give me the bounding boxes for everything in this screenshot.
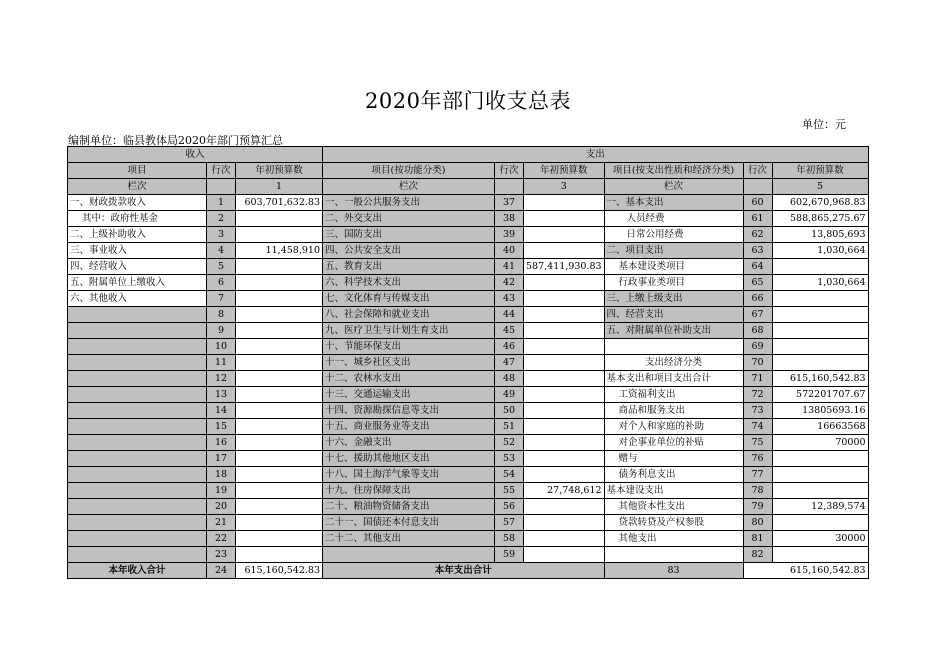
econ-item: 基本建设类项目 [604, 259, 743, 275]
budget-table [67, 146, 869, 579]
econ-line: 63 [743, 243, 772, 259]
income-value [236, 467, 323, 483]
income-item: 其中：政府性基金 [68, 211, 207, 227]
econ-budget-header: 年初预算数 [772, 163, 868, 179]
func-value: 587,411,930.83 [524, 259, 605, 275]
func-line: 55 [495, 483, 524, 499]
income-value: 603,701,632.83 [236, 195, 323, 211]
func-item: 一、一般公共服务支出 [323, 195, 495, 211]
econ-column-blank [743, 179, 772, 195]
income-value [236, 259, 323, 275]
income-value [236, 387, 323, 403]
income-value [236, 483, 323, 499]
func-item: 七、文化体育与传媒支出 [323, 291, 495, 307]
income-line: 4 [207, 243, 236, 259]
func-item: 三、国防支出 [323, 227, 495, 243]
econ-value: 16663568 [772, 419, 868, 435]
econ-item: 基本建设支出 [604, 483, 743, 499]
func-item: 十九、住房保障支出 [323, 483, 495, 499]
econ-value: 615,160,542.83 [772, 371, 868, 387]
func-line: 56 [495, 499, 524, 515]
econ-value [772, 339, 868, 355]
table-row [68, 323, 869, 339]
expense-header: 支出 [323, 147, 869, 163]
econ-value: 30000 [772, 531, 868, 547]
income-item [68, 323, 207, 339]
income-line: 23 [207, 547, 236, 563]
income-line: 21 [207, 515, 236, 531]
econ-item: 其他支出 [604, 531, 743, 547]
report-title: 2020年部门收支总表 [365, 89, 571, 113]
func-item: 二、外交支出 [323, 211, 495, 227]
func-line: 52 [495, 435, 524, 451]
econ-line: 67 [743, 307, 772, 323]
econ-line: 80 [743, 515, 772, 531]
income-item: 六、其他收入 [68, 291, 207, 307]
func-line: 38 [495, 211, 524, 227]
econ-value [772, 483, 868, 499]
income-line: 1 [207, 195, 236, 211]
income-value [236, 227, 323, 243]
func-value [524, 515, 605, 531]
func-value [524, 403, 605, 419]
func-line: 39 [495, 227, 524, 243]
econ-value [772, 451, 868, 467]
econ-line: 81 [743, 531, 772, 547]
income-column-number: 1 [236, 179, 323, 195]
table-row [68, 403, 869, 419]
table-row [68, 467, 869, 483]
income-column-blank [207, 179, 236, 195]
func-value [524, 323, 605, 339]
econ-item: 一、基本支出 [604, 195, 743, 211]
income-item: 一、财政拨款收入 [68, 195, 207, 211]
income-line: 3 [207, 227, 236, 243]
total-row [68, 563, 869, 579]
econ-item: 商品和服务支出 [604, 403, 743, 419]
income-value [236, 307, 323, 323]
econ-value [772, 467, 868, 483]
table-row [68, 371, 869, 387]
econ-line: 77 [743, 467, 772, 483]
income-total-value: 615,160,542.83 [236, 563, 323, 579]
income-line: 9 [207, 323, 236, 339]
income-column-label: 栏次 [68, 179, 207, 195]
func-line: 46 [495, 339, 524, 355]
econ-line: 70 [743, 355, 772, 371]
income-item [68, 371, 207, 387]
func-item: 十七、援助其他地区支出 [323, 451, 495, 467]
func-value [524, 387, 605, 403]
func-value [524, 355, 605, 371]
income-value [236, 499, 323, 515]
income-item [68, 403, 207, 419]
func-line: 57 [495, 515, 524, 531]
func-line: 58 [495, 531, 524, 547]
econ-line: 65 [743, 275, 772, 291]
econ-line-header: 行次 [743, 163, 772, 179]
income-item [68, 387, 207, 403]
func-line: 45 [495, 323, 524, 339]
func-value [524, 451, 605, 467]
econ-line: 61 [743, 211, 772, 227]
income-value [236, 339, 323, 355]
header-row-2 [68, 163, 869, 179]
func-value [524, 371, 605, 387]
income-value [236, 531, 323, 547]
func-line: 37 [495, 195, 524, 211]
func-item: 十、节能环保支出 [323, 339, 495, 355]
func-line: 53 [495, 451, 524, 467]
income-item [68, 355, 207, 371]
econ-line: 76 [743, 451, 772, 467]
econ-item: 人员经费 [604, 211, 743, 227]
econ-value [772, 307, 868, 323]
func-item: 十六、金融支出 [323, 435, 495, 451]
econ-column-label: 栏次 [604, 179, 743, 195]
func-item: 九、医疗卫生与计划生育支出 [323, 323, 495, 339]
expense-total-line: 83 [604, 563, 743, 579]
income-line: 18 [207, 467, 236, 483]
econ-line: 66 [743, 291, 772, 307]
income-line: 7 [207, 291, 236, 307]
func-value [524, 435, 605, 451]
income-item [68, 307, 207, 323]
econ-item: 五、对附属单位补助支出 [604, 323, 743, 339]
econ-value: 13805693.16 [772, 403, 868, 419]
econ-line: 68 [743, 323, 772, 339]
econ-value: 602,670,968.83 [772, 195, 868, 211]
func-item: 十三、交通运输支出 [323, 387, 495, 403]
func-item: 二十、粮油物资储备支出 [323, 499, 495, 515]
income-line: 10 [207, 339, 236, 355]
func-value [524, 195, 605, 211]
econ-item: 贷款转贷及产权参股 [604, 515, 743, 531]
table-row [68, 451, 869, 467]
econ-item [604, 547, 743, 563]
func-value [524, 419, 605, 435]
income-value [236, 371, 323, 387]
func-item: 十八、国土海洋气象等支出 [323, 467, 495, 483]
table-row [68, 435, 869, 451]
header-row-1 [68, 147, 869, 163]
econ-line: 72 [743, 387, 772, 403]
table-row [68, 227, 869, 243]
income-item: 四、经营收入 [68, 259, 207, 275]
income-item [68, 435, 207, 451]
func-line: 41 [495, 259, 524, 275]
func-line: 59 [495, 547, 524, 563]
func-item: 八、社会保障和就业支出 [323, 307, 495, 323]
income-line: 8 [207, 307, 236, 323]
econ-item: 行政事业类项目 [604, 275, 743, 291]
func-value [524, 467, 605, 483]
func-line: 40 [495, 243, 524, 259]
econ-item: 工资福利支出 [604, 387, 743, 403]
econ-item-header: 项目(按支出性质和经济分类) [604, 163, 743, 179]
income-line: 5 [207, 259, 236, 275]
econ-value: 1,030,664 [772, 243, 868, 259]
income-line: 19 [207, 483, 236, 499]
econ-line: 79 [743, 499, 772, 515]
income-line: 13 [207, 387, 236, 403]
income-value [236, 403, 323, 419]
income-value: 11,458,910 [236, 243, 323, 259]
func-value [524, 531, 605, 547]
func-line: 54 [495, 467, 524, 483]
func-value: 27,748,612 [524, 483, 605, 499]
income-value [236, 355, 323, 371]
table-row [68, 515, 869, 531]
func-item: 六、科学技术支出 [323, 275, 495, 291]
income-value [236, 419, 323, 435]
income-value [236, 211, 323, 227]
income-budget-header: 年初预算数 [236, 163, 323, 179]
table-row [68, 547, 869, 563]
func-item: 五、教育支出 [323, 259, 495, 275]
income-item [68, 499, 207, 515]
income-item [68, 515, 207, 531]
econ-value: 588,865,275.67 [772, 211, 868, 227]
econ-line: 73 [743, 403, 772, 419]
func-line-header: 行次 [495, 163, 524, 179]
econ-item: 二、项目支出 [604, 243, 743, 259]
table-row [68, 291, 869, 307]
income-line: 14 [207, 403, 236, 419]
econ-item: 对个人和家庭的补助 [604, 419, 743, 435]
func-line: 42 [495, 275, 524, 291]
func-budget-header: 年初预算数 [524, 163, 605, 179]
unit-label: 单位：元 [802, 118, 846, 131]
income-line: 20 [207, 499, 236, 515]
income-total-line: 24 [207, 563, 236, 579]
func-item: 十一、城乡社区支出 [323, 355, 495, 371]
income-item: 三、事业收入 [68, 243, 207, 259]
func-item: 二十一、国债还本付息支出 [323, 515, 495, 531]
econ-item [604, 339, 743, 355]
table-row [68, 339, 869, 355]
econ-line: 75 [743, 435, 772, 451]
econ-line: 82 [743, 547, 772, 563]
income-item [68, 531, 207, 547]
func-value [524, 547, 605, 563]
income-line: 22 [207, 531, 236, 547]
func-value [524, 339, 605, 355]
func-line: 48 [495, 371, 524, 387]
income-item [68, 483, 207, 499]
header-row-3 [68, 179, 869, 195]
income-value [236, 275, 323, 291]
econ-value [772, 323, 868, 339]
table-row [68, 275, 869, 291]
func-value [524, 243, 605, 259]
income-item [68, 451, 207, 467]
func-item: 十二、农林水支出 [323, 371, 495, 387]
econ-line: 64 [743, 259, 772, 275]
econ-line: 78 [743, 483, 772, 499]
income-item [68, 339, 207, 355]
income-item [68, 467, 207, 483]
income-line: 12 [207, 371, 236, 387]
table-row [68, 211, 869, 227]
econ-value [772, 355, 868, 371]
table-row [68, 307, 869, 323]
income-item [68, 419, 207, 435]
func-value [524, 211, 605, 227]
func-value [524, 499, 605, 515]
table-row [68, 499, 869, 515]
func-line: 47 [495, 355, 524, 371]
table-row [68, 243, 869, 259]
econ-item: 日常公用经费 [604, 227, 743, 243]
econ-item: 其他资本性支出 [604, 499, 743, 515]
func-column-blank [495, 179, 524, 195]
income-line: 11 [207, 355, 236, 371]
econ-item: 三、上缴上级支出 [604, 291, 743, 307]
income-item [68, 547, 207, 563]
income-item: 二、上级补助收入 [68, 227, 207, 243]
income-value [236, 435, 323, 451]
income-line: 17 [207, 451, 236, 467]
func-item: 四、公共安全支出 [323, 243, 495, 259]
func-line: 43 [495, 291, 524, 307]
table-row [68, 387, 869, 403]
func-item: 十四、资源勘探信息等支出 [323, 403, 495, 419]
income-header: 收入 [68, 147, 323, 163]
table-row [68, 531, 869, 547]
econ-value [772, 515, 868, 531]
func-column-number: 3 [524, 179, 605, 195]
func-line: 44 [495, 307, 524, 323]
func-item: 二十二、其他支出 [323, 531, 495, 547]
table-row [68, 355, 869, 371]
func-item [323, 547, 495, 563]
econ-value: 12,389,574 [772, 499, 868, 515]
econ-item: 四、经营支出 [604, 307, 743, 323]
func-value [524, 307, 605, 323]
econ-value: 13,805,693 [772, 227, 868, 243]
func-value [524, 227, 605, 243]
table-row [68, 195, 869, 211]
table-row [68, 483, 869, 499]
income-line-header: 行次 [207, 163, 236, 179]
econ-value [772, 291, 868, 307]
func-line: 50 [495, 403, 524, 419]
func-line: 51 [495, 419, 524, 435]
func-value [524, 291, 605, 307]
income-item-header: 项目 [68, 163, 207, 179]
expense-total-value: 615,160,542.83 [743, 563, 868, 579]
econ-item: 债务利息支出 [604, 467, 743, 483]
income-line: 15 [207, 419, 236, 435]
econ-item: 基本支出和项目支出合计 [604, 371, 743, 387]
econ-value [772, 259, 868, 275]
econ-item: 对企事业单位的补贴 [604, 435, 743, 451]
econ-value: 572201707.67 [772, 387, 868, 403]
econ-item: 支出经济分类 [604, 355, 743, 371]
func-item: 十五、商业服务业等支出 [323, 419, 495, 435]
econ-value: 70000 [772, 435, 868, 451]
econ-item: 赠与 [604, 451, 743, 467]
econ-value [772, 547, 868, 563]
income-value [236, 515, 323, 531]
income-line: 6 [207, 275, 236, 291]
org-label: 编制单位：临县教体局2020年部门预算汇总 [68, 134, 283, 147]
econ-line: 60 [743, 195, 772, 211]
econ-line: 69 [743, 339, 772, 355]
func-column-label: 栏次 [323, 179, 495, 195]
table-row [68, 419, 869, 435]
income-value [236, 291, 323, 307]
func-value [524, 275, 605, 291]
income-item: 五、附属单位上缴收入 [68, 275, 207, 291]
income-total-label: 本年收入合计 [68, 563, 207, 579]
expense-total-label: 本年支出合计 [323, 563, 605, 579]
func-line: 49 [495, 387, 524, 403]
econ-column-number: 5 [772, 179, 868, 195]
income-value [236, 451, 323, 467]
econ-line: 74 [743, 419, 772, 435]
income-value [236, 547, 323, 563]
func-item-header: 项目(按功能分类) [323, 163, 495, 179]
income-value [236, 323, 323, 339]
econ-line: 62 [743, 227, 772, 243]
econ-value: 1,030,664 [772, 275, 868, 291]
income-line: 16 [207, 435, 236, 451]
income-line: 2 [207, 211, 236, 227]
table-row [68, 259, 869, 275]
econ-line: 71 [743, 371, 772, 387]
